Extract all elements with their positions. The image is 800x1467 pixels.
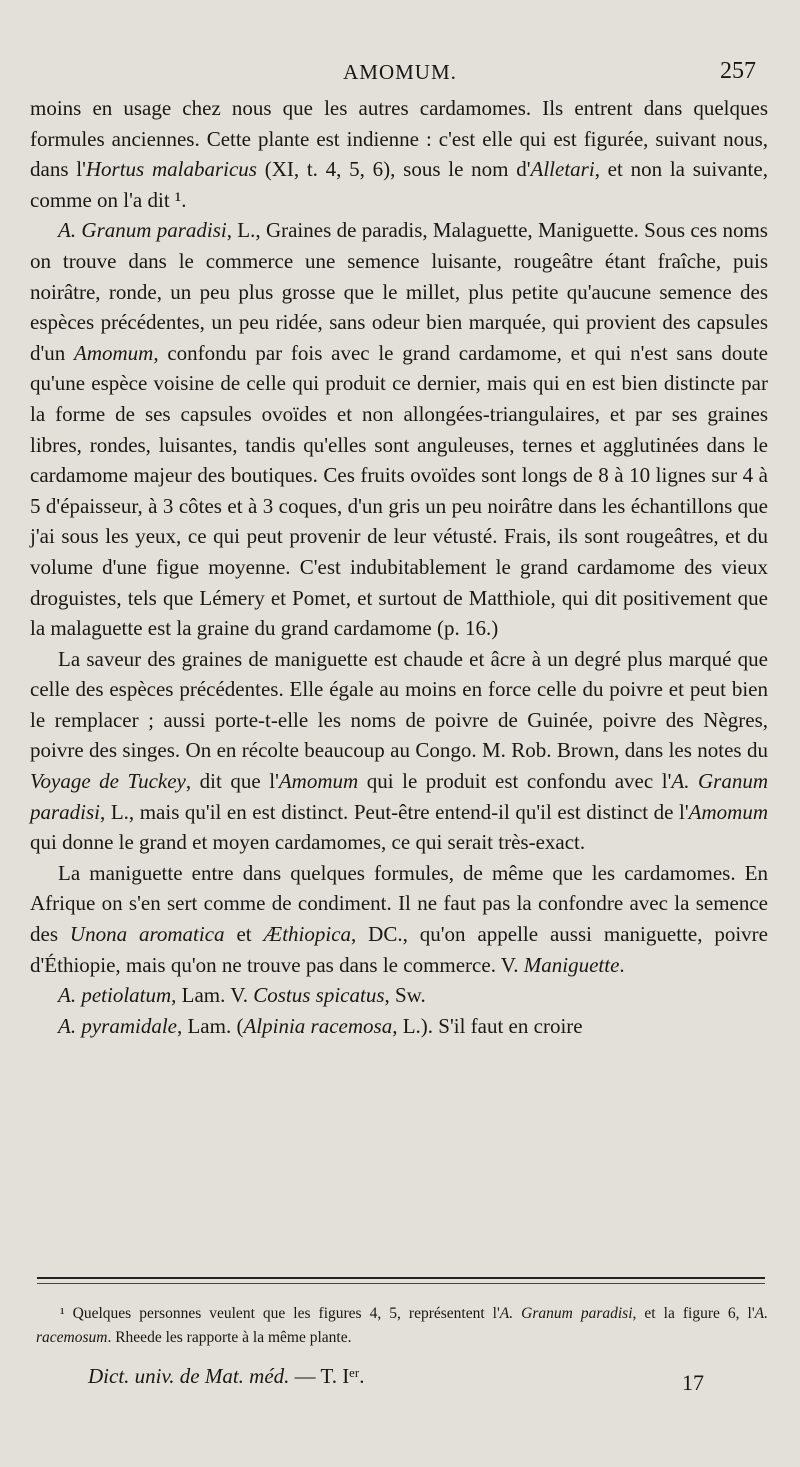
italic-run: A. racemosum	[36, 1305, 768, 1346]
italic-run: Æthiopica	[263, 922, 352, 947]
text-run: , Sw.	[384, 983, 426, 1008]
paragraph	[30, 858, 768, 980]
text-run: La saveur des graines de maniguette est chaude et âcre à un degré plus marqué que celle des espèces précédentes. Elle égale au moins en force celle du poivre et peut bien le remplacer ; aussi porte-t-elle les noms de poivre de Guinée, poivre des Nègres, poivre des singes. On en récolte beaucoup au Congo. M. Rob. Brown, dans les notes du	[30, 646, 768, 763]
italic-run: Alletari	[530, 157, 595, 182]
page-number: 257	[720, 58, 756, 84]
paragraph	[30, 215, 768, 643]
italic-run: Costus spicatus	[253, 983, 385, 1008]
italic-run: A. pyramidale	[58, 1013, 177, 1038]
italic-run: A. Granum paradisi	[58, 218, 227, 243]
text-run: , DC., qu'on appelle aussi maniguette, poivre d'Éthiopie, mais qu'on ne trouve pas dans le commerce. V.	[30, 922, 768, 977]
italic-run: A. Granum paradisi	[499, 1305, 633, 1322]
italic-run: A. Granum paradisi	[30, 769, 768, 824]
signature-work-title: Dict. univ. de Mat. méd.	[88, 1364, 290, 1388]
text-run: ¹ Quelques personnes veulent que les figures 4, 5, représentent l'	[60, 1305, 500, 1322]
text-run: , L., Graines de paradis, Malaguette, Maniguette. Sous ces noms on trouve dans le commerce une semence luisante, rougeâtre étant fraîche, puis noirâtre, ronde, un peu plus grosse que le millet, plus petite qu'aucune semence des espèces précédentes, un peu ridée, sans odeur bien marquée, qui provient des capsules d'un	[30, 218, 768, 365]
signature-sheet-number: 17	[682, 1370, 704, 1395]
text-run: . Rheede les rapporte à la même plante.	[107, 1329, 352, 1346]
body-text	[30, 93, 768, 1041]
paragraph	[30, 980, 768, 1011]
paragraph	[30, 93, 768, 215]
italic-run: Amomum	[688, 799, 768, 824]
italic-run: Maniguette	[523, 952, 620, 977]
text-run: , dit que l'	[185, 769, 279, 794]
text-run: , Lam. V.	[171, 983, 254, 1008]
text-run: (XI, t. 4, 5, 6), sous le nom d'	[256, 157, 531, 182]
paragraph	[30, 1011, 768, 1042]
italic-run: Amomum	[278, 769, 359, 794]
text-run: et	[224, 922, 264, 947]
text-run: .	[619, 952, 625, 977]
italic-run: Hortus malabaricus	[85, 157, 257, 182]
paragraph	[30, 644, 768, 858]
text-run: , Lam. (	[176, 1013, 244, 1038]
text-run: moins en usage chez nous que les autres cardamomes. Ils entrent dans quelques formules anciennes. Cette plante est indienne : c'est elle qui est figurée, suivant nous, dans l'	[30, 96, 768, 182]
text-run: qui donne le grand et moyen cardamomes, ce qui serait très-exact.	[30, 830, 586, 855]
text-run: , et la figure 6, l'	[632, 1305, 755, 1322]
text-run: , et non la suivante, comme on l'a dit ¹.	[30, 157, 768, 212]
italic-run: A. petiolatum	[58, 983, 172, 1008]
italic-run: Voyage de Tuckey	[30, 769, 186, 794]
text-run: La maniguette entre dans quelques formules, de même que les cardamomes. En Afrique on s'en sert comme de condiment. Il ne faut pas la confondre avec la semence des	[30, 860, 768, 947]
footnote	[36, 1302, 768, 1350]
italic-run: Amomum	[74, 340, 154, 365]
footnote-rule	[37, 1277, 765, 1279]
running-title: AMOMUM.	[343, 60, 457, 84]
italic-run: Alpinia racemosa	[243, 1013, 393, 1038]
printer-signature	[88, 1364, 364, 1389]
page-header	[0, 58, 800, 90]
text-run: , confondu par fois avec le grand cardamome, et qui n'est sans doute qu'une espèce voisine de celle qui produit ce dernier, mais qui en est bien distincte par la forme de ses capsules ovoïdes et non allongées-triangulaires, et par ses graines libres, rondes, luisantes, tandis qu'elles sont anguleuses, ternes et agglutinées dans le cardamome majeur des boutiques. Ces fruits ovoïdes sont longs de 8 à 10 lignes sur 4 à 5 d'épaisseur, à 3 côtes et à 3 coques, d'un gris un peu noirâtre dans les échantillons que j'ai sous les yeux, ce qui peut provenir de leur vétusté. Frais, ils sont rougeâtres, et du volume d'une figue moyenne. C'est indubitablement le grand cardamome des vieux droguistes, tels que Lémery et Pomet, et surtout de Matthiole, qui dit positivement que la malaguette est la graine du grand cardamome (p. 16.)	[30, 340, 768, 641]
text-run: , L.). S'il faut en croire	[392, 1013, 583, 1038]
italic-run: Unona aromatica	[69, 922, 225, 947]
footnote-rule-thin	[37, 1283, 765, 1284]
text-run: , L., mais qu'il en est distinct. Peut-être entend-il qu'il est distinct de l'	[100, 799, 689, 824]
signature-volume: — T. Iᵉʳ.	[294, 1364, 365, 1388]
text-run: qui le produit est confondu avec l'	[358, 769, 672, 794]
